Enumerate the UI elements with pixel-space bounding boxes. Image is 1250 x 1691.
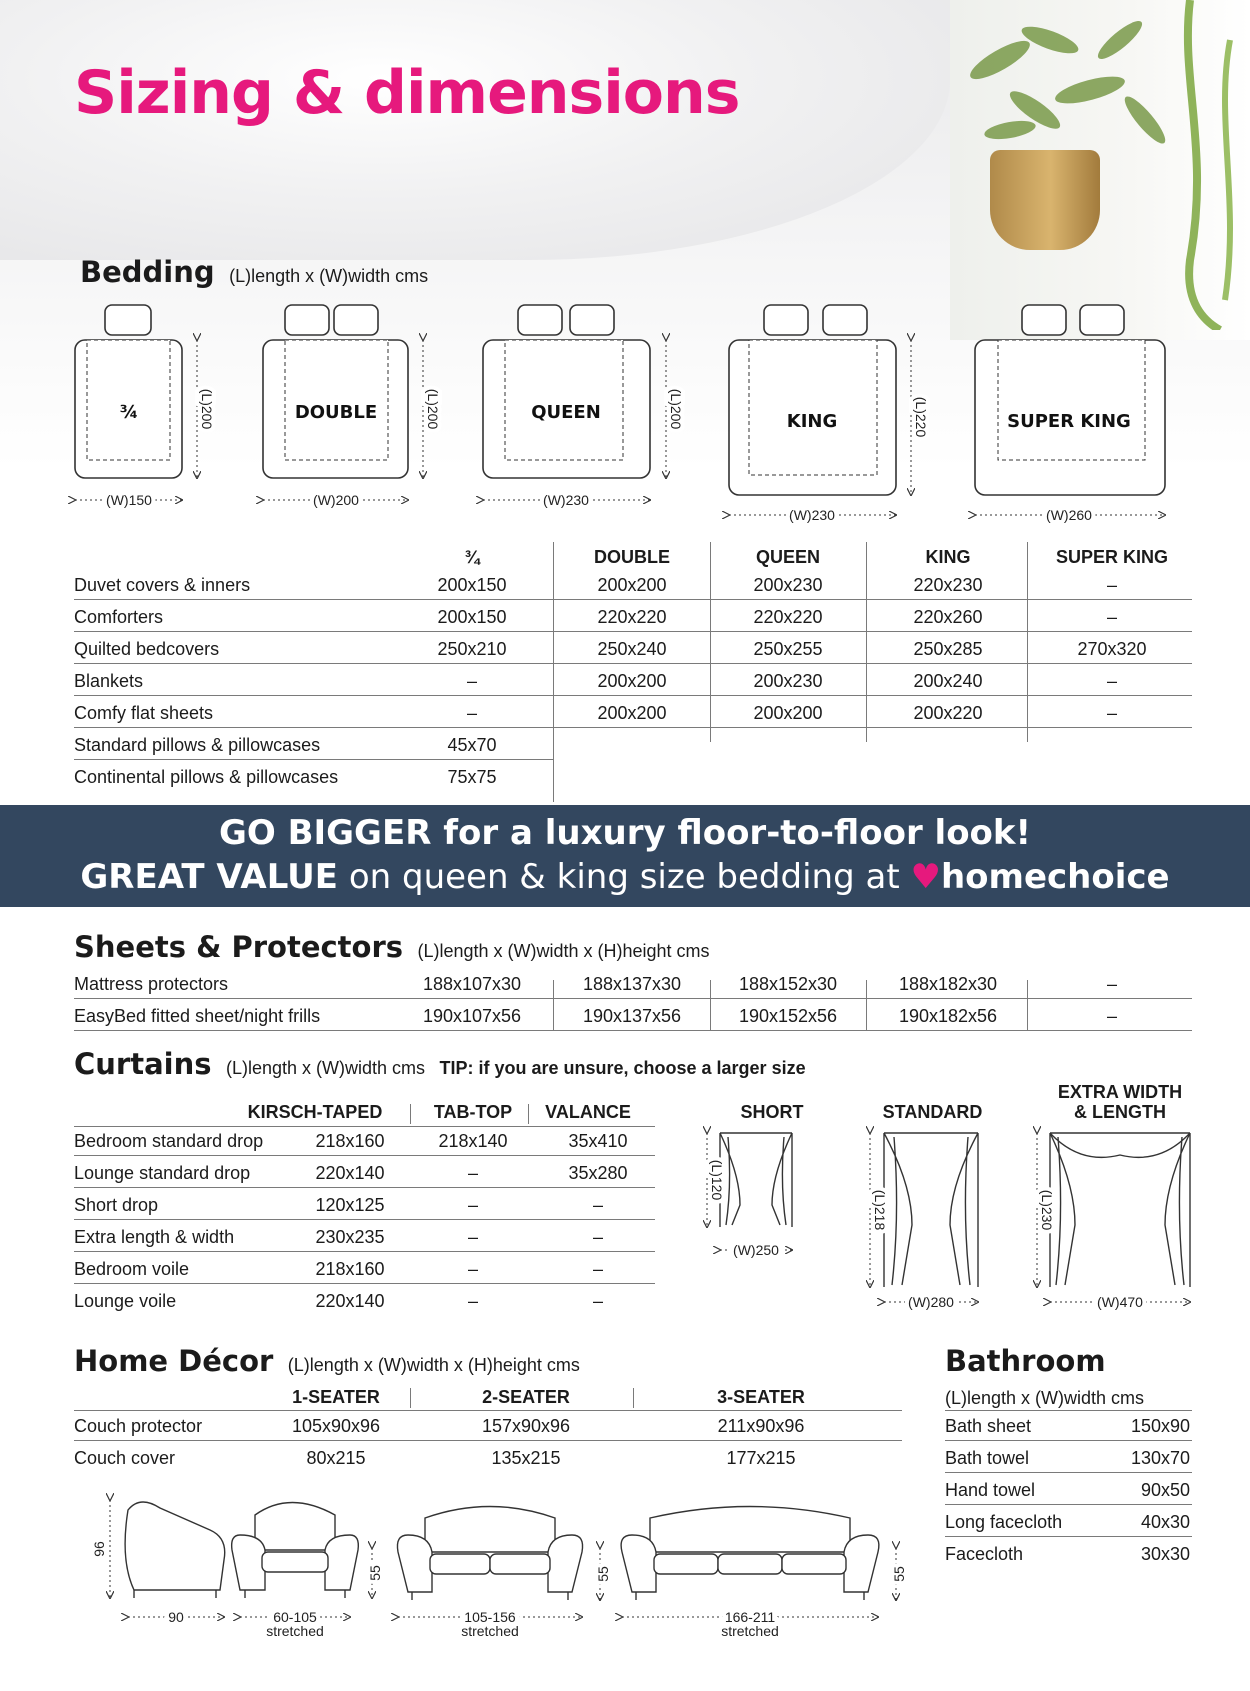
- bed-width-label: (W)260: [1046, 507, 1092, 523]
- table-cell: –: [1106, 575, 1117, 595]
- table-cell: 200x230: [753, 575, 823, 595]
- row-label: Comforters: [74, 607, 164, 627]
- curtains-heading: [74, 1047, 806, 1081]
- table-cell: –: [467, 1195, 478, 1215]
- table-cell: –: [592, 1259, 603, 1279]
- col-head-queen: QUEEN: [755, 547, 820, 567]
- curtain-extra-label-2: & LENGTH: [1074, 1102, 1166, 1122]
- table-cell: 105x90x96: [291, 1416, 381, 1436]
- curtains-tip: TIP: if you are unsure, choose a larger size: [439, 1058, 806, 1078]
- row-label: Extra length & width: [74, 1227, 235, 1247]
- bed-width-label: (W)230: [543, 492, 589, 508]
- bedding-units: (L)length x (W)width cms: [229, 266, 429, 286]
- bed-width-label: (W)150: [106, 492, 152, 508]
- table-cell: 188x137x30: [582, 974, 682, 994]
- promo-banner: [0, 805, 1250, 907]
- table-cell: 157x90x96: [481, 1416, 571, 1436]
- row-label: Hand towel: [945, 1480, 1036, 1500]
- row-label: EasyBed fitted sheet/night frills: [74, 1006, 321, 1026]
- couch-dim-label: 55: [367, 1565, 383, 1581]
- sheets-heading: [74, 930, 710, 964]
- bathroom-title: Bathroom: [945, 1344, 1106, 1378]
- row-label: Facecloth: [945, 1544, 1024, 1564]
- table-cell: 35x410: [568, 1131, 628, 1151]
- curtain-width-label: (W)470: [1097, 1294, 1143, 1310]
- row-label: Standard pillows & pillowcases: [74, 735, 321, 755]
- armchair-side-diagram: [110, 1500, 225, 1617]
- row-label: Comfy flat sheets: [74, 703, 214, 723]
- curtain-width-label: (W)280: [908, 1294, 954, 1310]
- couch-dim-label: stretched: [266, 1623, 324, 1639]
- table-cell: 35x280: [568, 1163, 628, 1183]
- couch-dim-label: stretched: [461, 1623, 519, 1639]
- table-cell: –: [1106, 1006, 1117, 1026]
- table-cell: –: [1106, 671, 1117, 691]
- table-cell: 177x215: [726, 1448, 796, 1468]
- bed-width-label: (W)230: [789, 507, 835, 523]
- table-cell: 220x260: [913, 607, 983, 627]
- bed-length-label: (L)200: [425, 388, 441, 430]
- table-cell: 190x107x56: [422, 1006, 522, 1026]
- curtain-diagrams: [680, 1125, 1200, 1315]
- plant-illustration: [940, 0, 1250, 330]
- bed-label: KING: [786, 411, 838, 432]
- table-cell: –: [467, 1259, 478, 1279]
- table-cell: 188x107x30: [422, 974, 522, 994]
- table-cell: 220x220: [753, 607, 823, 627]
- table-cell: 211x90x96: [717, 1416, 805, 1436]
- table-cell: –: [1106, 607, 1117, 627]
- curtains-title: Curtains: [74, 1047, 212, 1081]
- table-cell: –: [466, 703, 477, 723]
- couch-dim-label: 55: [595, 1566, 611, 1582]
- table-cell: –: [592, 1195, 603, 1215]
- table-cell: –: [467, 1227, 478, 1247]
- brand-name: homechoice: [940, 857, 1170, 897]
- row-label: Couch cover: [74, 1448, 176, 1468]
- bathroom-units: (L)length x (W)width cms: [945, 1388, 1145, 1408]
- table-cell: 188x182x30: [898, 974, 998, 994]
- table-cell: 40x30: [1140, 1512, 1190, 1532]
- table-cell: 218x160: [315, 1131, 385, 1151]
- table-cell: 250x240: [597, 639, 667, 659]
- row-label: Short drop: [74, 1195, 159, 1215]
- bedding-heading: [80, 255, 428, 289]
- home-decor-title: Home Décor: [74, 1344, 274, 1378]
- curtain-length-label: (L)230: [1039, 1189, 1055, 1231]
- table-cell: –: [466, 671, 477, 691]
- table-cell: 200x200: [753, 703, 823, 723]
- curtain-short-label: SHORT: [740, 1102, 804, 1122]
- curtain-standard-label: STANDARD: [882, 1102, 983, 1122]
- curtain-width-label: (W)250: [733, 1242, 779, 1258]
- table-cell: 220x230: [913, 575, 983, 595]
- bed-label: SUPER KING: [1007, 411, 1131, 432]
- table-cell: –: [592, 1291, 603, 1311]
- table-cell: 250x255: [753, 639, 823, 659]
- couch-dim-label: 105-156: [464, 1609, 516, 1625]
- row-label: Bath sheet: [945, 1416, 1032, 1436]
- table-cell: 270x320: [1077, 639, 1147, 659]
- row-label: Bath towel: [945, 1448, 1030, 1468]
- curtain-length-label: (L)120: [709, 1159, 725, 1201]
- bedding-title: Bedding: [80, 255, 215, 289]
- table-cell: 218x140: [438, 1131, 508, 1151]
- couch-dim-label: 166-211: [724, 1609, 776, 1625]
- bed-length-label: (L)200: [199, 388, 215, 430]
- row-label: Lounge voile: [74, 1291, 177, 1311]
- couch-dim-label: 90: [168, 1609, 184, 1625]
- curtain-extra-diagram: [1037, 1133, 1190, 1302]
- banner-great-value: GREAT VALUE: [80, 857, 339, 897]
- two-seater-diagram: [397, 1507, 600, 1618]
- row-label: Bedroom standard drop: [74, 1131, 264, 1151]
- table-cell: –: [467, 1291, 478, 1311]
- table-cell: 200x240: [913, 671, 983, 691]
- sheets-units: (L)length x (W)width x (H)height cms: [417, 941, 710, 961]
- col-head-double: DOUBLE: [594, 547, 670, 567]
- table-cell: –: [1106, 703, 1117, 723]
- couch-dim-label: stretched: [721, 1623, 779, 1639]
- table-cell: 200x200: [597, 671, 667, 691]
- table-cell: 45x70: [447, 735, 497, 755]
- table-cell: 230x235: [315, 1227, 385, 1247]
- col-head-valance: VALANCE: [545, 1102, 631, 1122]
- col-head-kirsch: KIRSCH-TAPED: [247, 1102, 383, 1122]
- row-label: Duvet covers & inners: [74, 575, 251, 595]
- row-label: Bedroom voile: [74, 1259, 190, 1279]
- table-cell: 190x182x56: [898, 1006, 998, 1026]
- table-cell: 200x220: [913, 703, 983, 723]
- table-cell: 220x220: [597, 607, 667, 627]
- table-cell: 200x150: [437, 575, 507, 595]
- table-cell: 30x30: [1140, 1544, 1190, 1564]
- bed-label: QUEEN: [531, 402, 601, 423]
- table-cell: 190x152x56: [738, 1006, 838, 1026]
- bed-label: ¾: [119, 402, 139, 423]
- col-head-super-king: SUPER KING: [1055, 547, 1169, 567]
- table-cell: –: [467, 1163, 478, 1183]
- table-cell: 200x150: [437, 607, 507, 627]
- table-cell: 200x230: [753, 671, 823, 691]
- couch-dim-label: 55: [891, 1566, 907, 1582]
- bed-king-diagram: [729, 305, 911, 515]
- row-label: Couch protector: [74, 1416, 203, 1436]
- table-cell: 120x125: [315, 1195, 385, 1215]
- bed-width-label: (W)200: [313, 492, 359, 508]
- row-label: Mattress protectors: [74, 974, 229, 994]
- row-label: Quilted bedcovers: [74, 639, 220, 659]
- table-cell: 250x285: [913, 639, 983, 659]
- table-cell: 80x215: [306, 1448, 366, 1468]
- table-cell: 150x90: [1130, 1416, 1190, 1436]
- table-cell: 200x200: [597, 703, 667, 723]
- bed-diagrams: [0, 295, 1250, 535]
- col-head-3-seater: 3-SEATER: [717, 1387, 805, 1407]
- banner-headline: GO BIGGER for a luxury floor-to-floor look!: [218, 813, 1032, 853]
- curtain-length-label: (L)218: [872, 1189, 888, 1231]
- bed-length-label: (L)220: [913, 396, 929, 438]
- table-cell: 250x210: [437, 639, 507, 659]
- table-cell: –: [1106, 974, 1117, 994]
- couch-dim-label: 96: [91, 1541, 107, 1557]
- col-head-king: KING: [925, 547, 971, 567]
- col-head-2-seater: 2-SEATER: [482, 1387, 570, 1407]
- table-cell: 190x137x56: [582, 1006, 682, 1026]
- table-cell: 135x215: [491, 1448, 561, 1468]
- row-label: Blankets: [74, 671, 144, 691]
- row-label: Lounge standard drop: [74, 1163, 251, 1183]
- row-label: Long facecloth: [945, 1512, 1063, 1532]
- one-seater-diagram: [232, 1503, 372, 1618]
- table-cell: 90x50: [1140, 1480, 1190, 1500]
- sheets-title: Sheets & Protectors: [74, 930, 404, 964]
- three-seater-diagram: [621, 1507, 896, 1618]
- table-cell: 75x75: [447, 767, 497, 787]
- heart-logo-icon: ♥: [910, 857, 941, 897]
- table-cell: 218x160: [315, 1259, 385, 1279]
- bed-super-king-diagram: [975, 305, 1165, 515]
- banner-subline: [0, 857, 1250, 897]
- table-cell: –: [592, 1227, 603, 1247]
- row-label: Continental pillows & pillowcases: [74, 767, 339, 787]
- table-cell: 200x200: [597, 575, 667, 595]
- col-head-1-seater: 1-SEATER: [292, 1387, 380, 1407]
- curtains-units: (L)length x (W)width cms: [225, 1058, 426, 1078]
- bed-pillows-photo: [0, 0, 950, 260]
- table-cell: 188x152x30: [738, 974, 838, 994]
- table-cell: 220x140: [315, 1163, 385, 1183]
- bed-length-label: (L)200: [668, 388, 684, 430]
- col-head-tab-top: TAB-TOP: [433, 1102, 513, 1122]
- home-decor-heading: [74, 1344, 580, 1378]
- bathroom-heading: [945, 1344, 1106, 1378]
- home-decor-units: (L)length x (W)width x (H)height cms: [287, 1355, 580, 1375]
- col-head-three-quarter: ¾: [464, 547, 480, 567]
- page-title: Sizing & dimensions: [74, 58, 740, 128]
- banner-subline-text: on queen & king size bedding at: [348, 857, 900, 897]
- bed-label: DOUBLE: [294, 402, 378, 423]
- couch-dim-label: 60-105: [273, 1609, 317, 1625]
- table-cell: 220x140: [315, 1291, 385, 1311]
- table-cell: 130x70: [1130, 1448, 1190, 1468]
- curtain-extra-label-1: EXTRA WIDTH: [1057, 1082, 1183, 1102]
- couch-diagrams: [90, 1490, 920, 1640]
